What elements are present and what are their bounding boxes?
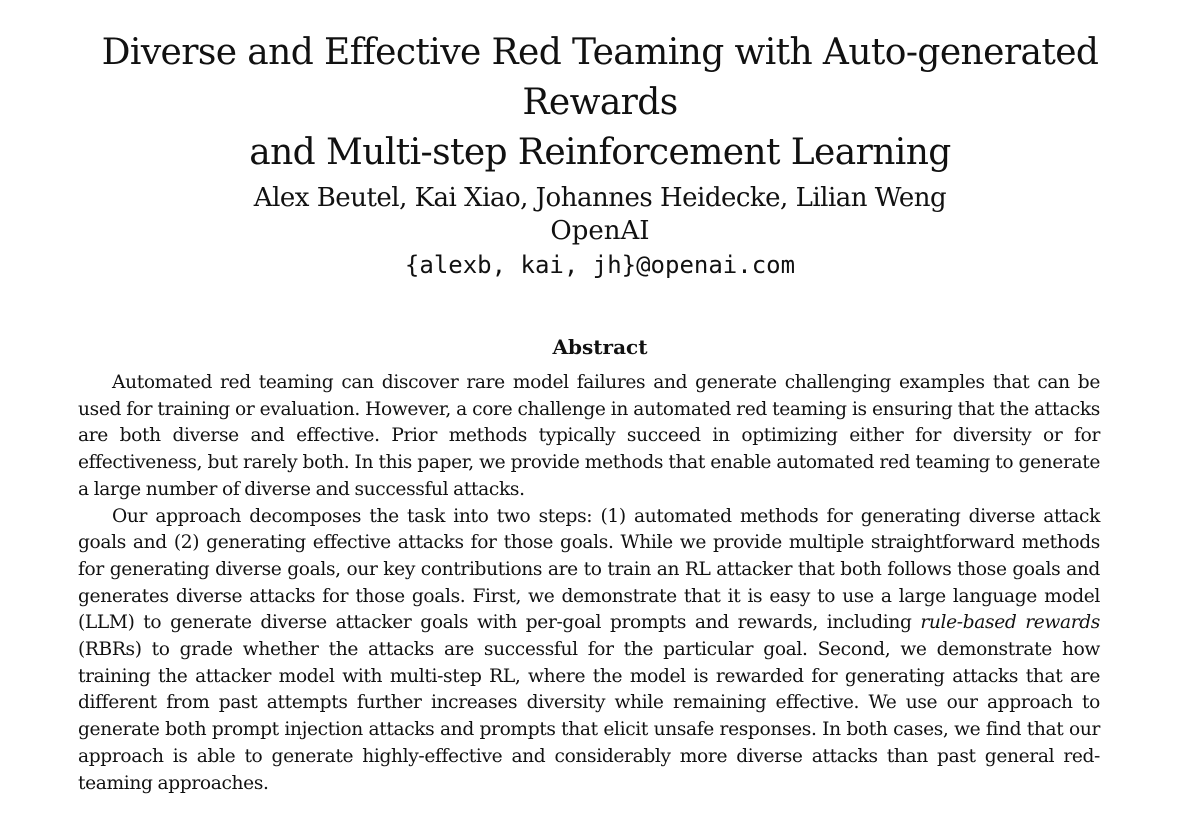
abstract-heading: Abstract <box>552 335 648 359</box>
abstract-paragraph-2-text-end: (RBRs) to grade whether the attacks are successful for the particular goal. Second, we demonstrate how training the attacker model with multi-step RL, where the model is rewarded for generating attacks that are different from past attempts further increases diversity while remaining effective. We use our approach to generate both prompt injection attacks and prompts that elicit unsafe responses. In both cases, we find that our approach is able to generate highly-effective and considerably more diverse attacks than past general red-teaming approaches. <box>78 639 1100 794</box>
paper-title-line-1: Diverse and Effective Red Teaming with Auto-generated Rewards <box>101 32 1099 123</box>
paper-title-line-2: and Multi-step Reinforcement Learning <box>249 132 951 173</box>
abstract-body <box>78 370 1100 797</box>
author-list: Alex Beutel, Kai Xiao, Johannes Heidecke, Lilian Weng <box>253 183 947 213</box>
abstract-paragraph-2 <box>78 504 1100 798</box>
abstract-paragraph-1: Automated red teaming can discover rare model failures and generate challenging examples that can be used for training or evaluation. However, a core challenge in automated red teaming is ensuring that the attacks are both diverse and effective. Prior methods typically succeed in optimizing either for diversity or for effectiveness, but rarely both. In this paper, we provide methods that enable automated red teaming to generate a large number of diverse and successful attacks. <box>78 372 1100 500</box>
paper-title <box>20 28 1180 178</box>
author-affiliation: OpenAI <box>550 216 650 246</box>
author-emails: {alexb, kai, jh}@openai.com <box>404 251 796 279</box>
abstract-emphasis-rule-based-rewards: rule-based rewards <box>920 612 1100 634</box>
abstract-paragraph-2-text-start: Our approach decomposes the task into two steps: (1) automated methods for generating diverse attack goals and (2) generating effective attacks for those goals. While we provide multiple straightforward methods for generating diverse goals, our key contributions are to train an RL attacker that both follows those goals and generates diverse attacks for those goals. First, we demonstrate that it is easy to use a large language model (LLM) to generate diverse attacker goals with per-goal prompts and rewards, including <box>78 505 1100 634</box>
